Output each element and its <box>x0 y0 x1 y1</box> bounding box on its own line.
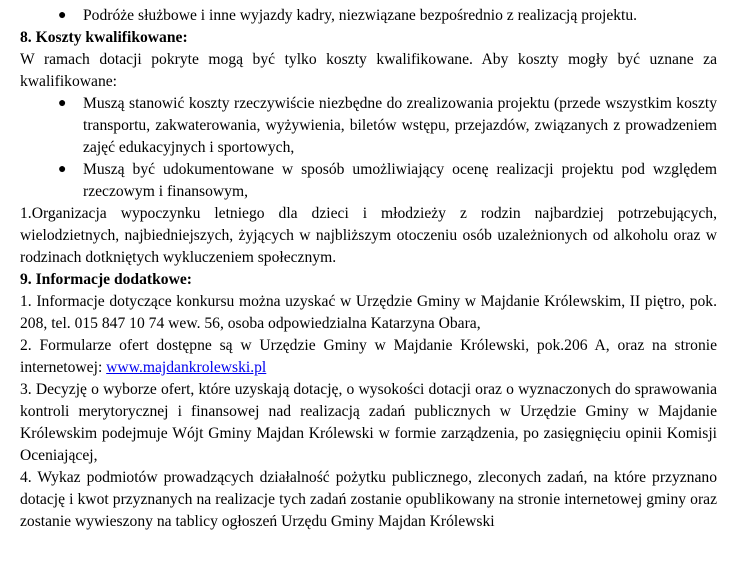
section-heading-8: 8. Koszty kwalifikowane: <box>20 29 188 46</box>
info-item-4: 4. Wykaz podmiotów prowadzących działalność pożytku publicznego, zleconych zadań, na które przyznano dotację i kwot przyznanych na realizacje tych zadań zostanie opublikowany na stronie internetowej gminy oraz zostanie wywieszony na tablicy ogłoszeń Urzędu Gminy Majdan Królewski <box>20 469 717 530</box>
bullet-icon: ● <box>58 96 67 111</box>
numbered-paragraph: 1.Organizacja wypoczynku letniego dla dzieci i młodzieży z rodzin najbardziej potrzebujących, wielodzietnych, najbiedniejszych, żyjących w najbliższym otoczeniu osób uzależnionych od alkoholu oraz w rodzinach dotkniętych wykluczeniem społecznym. <box>20 205 717 266</box>
info-item-2-text: 2. Formularze ofert dostępne są w Urzędzie Gminy w Majdanie Królewski, pok.206 A, oraz na stronie internetowej: <box>20 337 717 376</box>
list-item <box>20 5 717 27</box>
bullet-icon: ● <box>58 8 67 23</box>
info-item-1: 1. Informacje dotyczące konkursu można uzyskać w Urzędzie Gminy w Majdanie Królewskim, II piętro, pok. 208, tel. 015 847 10 74 wew. 56, osoba odpowiedzialna Katarzyna Obara, <box>20 293 717 332</box>
list-item <box>20 93 717 159</box>
bullet-text: Podróże służbowe i inne wyjazdy kadry, niezwiązane bezpośrednio z realizacją projektu. <box>83 7 638 24</box>
website-link[interactable]: www.majdankrolewski.pl <box>106 359 267 376</box>
info-item-2 <box>20 335 717 379</box>
section-8-intro: W ramach dotacji pokryte mogą być tylko koszty kwalifikowane. Aby koszty mogły być uznane za kwalifikowane: <box>20 51 717 90</box>
list-item <box>20 159 717 203</box>
bullet-text: Muszą być udokumentowane w sposób umożliwiający ocenę realizacji projektu pod względem rzeczowym i finansowym, <box>83 161 717 200</box>
document-page <box>20 0 717 533</box>
bullet-icon: ● <box>58 162 67 177</box>
bullet-text: Muszą stanowić koszty rzeczywiście niezbędne do zrealizowania projektu (przede wszystkim koszty transportu, zakwaterowania, wyżywienia, biletów wstępu, przejazdów, związanych z prowadzeniem zajęć edukacyjnych i sportowych, <box>83 95 717 156</box>
section-heading-9: 9. Informacje dodatkowe: <box>20 271 192 288</box>
info-item-3: 3. Decyzję o wyborze ofert, które uzyskają dotację, o wysokości dotacji oraz o wyznaczonych do sprawowania kontroli merytorycznej i finansowej nad realizacją zadań publicznych w Urzędzie Gminy w Majdanie Królewskim podejmuje Wójt Gminy Majdan Królewski w formie zarządzenia, po zasięgnięciu opinii Komisji Oceniającej, <box>20 381 717 464</box>
